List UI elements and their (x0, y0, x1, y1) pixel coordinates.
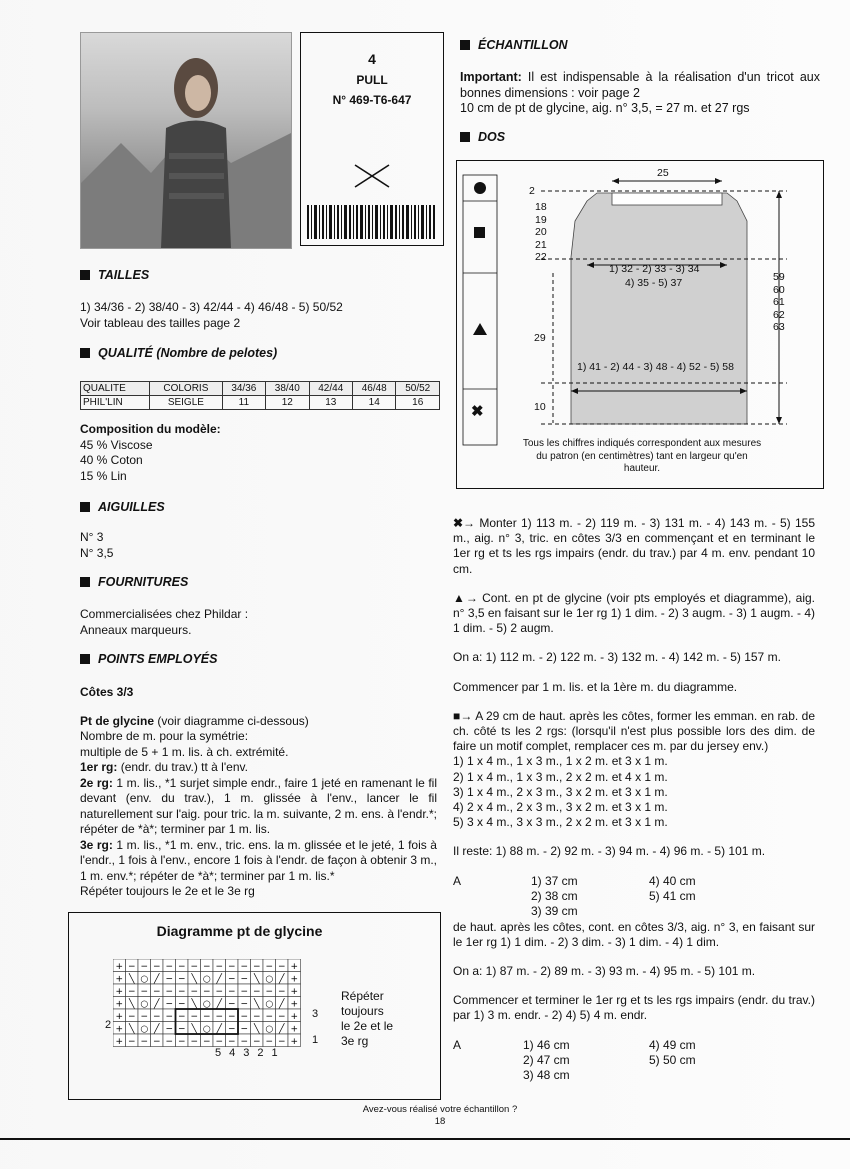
diagram-stitch-symbol: − (177, 961, 186, 972)
diagram-stitch-symbol: ╱ (216, 999, 222, 1010)
diagram-stitch-symbol: − (277, 961, 286, 972)
instruction-emman: ■→ A 29 cm de haut. après les côtes, former les emman. en rab. de ch. côté ts les 2 rgs: (lorsqu'il n'est plus possible lors des dim. de faire un motif complet, remplacer ces m. par du jersey env.) (453, 708, 816, 754)
square-bullet-icon (460, 40, 470, 50)
shoulder-label: 2 (529, 185, 535, 197)
diagram-stitch-symbol: + (115, 986, 124, 997)
diagram-stitch-symbol: ╲ (254, 999, 260, 1010)
composition-section (80, 422, 440, 484)
diagram-stitch-symbol: − (240, 986, 249, 997)
square-symbol-icon (474, 227, 485, 238)
body-height-label: 29 (534, 332, 546, 344)
diagram-stitch-symbol: − (177, 1011, 186, 1022)
diagram-stitch-symbol: − (190, 986, 199, 997)
diagram-stitch-symbol: − (190, 961, 199, 972)
barcode-icon (307, 205, 437, 239)
diagram-stitch-symbol: − (152, 961, 161, 972)
diagram-stitch-symbol: − (215, 961, 224, 972)
diagram-stitch-symbol: − (252, 1036, 261, 1047)
sizes-list: 1) 34/36 - 2) 38/40 - 3) 42/44 - 4) 46/48 - 5) 50/52 (80, 300, 343, 314)
fournitures-heading: FOURNITURES (80, 575, 188, 589)
instruction-on-a-2: On a: 1) 87 m. - 2) 89 m. - 3) 93 m. - 4) 95 m. - 5) 101 m. (453, 964, 756, 979)
glycine-line: multiple de 5 + 1 m. lis. à ch. extrémité. (80, 744, 289, 759)
repeat-line: Répéter toujours le 2e et le 3e rg (80, 884, 255, 898)
diagram-stitch-symbol: + (290, 961, 299, 972)
diagram-stitch-symbol: − (202, 1011, 211, 1022)
square-bullet-icon (80, 348, 90, 358)
diagram-col-labels: 5 4 3 2 1 (215, 1047, 278, 1059)
diagram-stitch-symbol: − (127, 1036, 136, 1047)
diagram-row-label-3: 3 (312, 1008, 319, 1020)
diagram-stitch-symbol: − (227, 986, 236, 997)
diagram-stitch-symbol: ○ (140, 999, 149, 1010)
instruction-cotes: de haut. après les côtes, cont. en côtes 3/3, aig. n° 3, en faisant sur le 1er rg 1) 1 dim. - 2) 3 dim. - 3) 1 dim. - 4) 1 dim. (453, 919, 815, 949)
instruction-commencer: Commencer par 1 m. lis. et la 1ère m. du diagramme. (453, 679, 738, 694)
diagram-stitch-symbol: − (140, 986, 149, 997)
card-type: PULL (356, 73, 388, 87)
composition-item: 45 % Viscose (80, 437, 153, 452)
height-table-a1: A 1) 37 cm 2) 38 cm 3) 39 cm 4) 40 cm 5) 41 cm (453, 873, 696, 919)
points-heading: POINTS EMPLOYÉS (80, 652, 217, 666)
diagram-stitch-symbol: + (290, 1011, 299, 1022)
cotes-title: Côtes 3/3 (80, 685, 134, 699)
circle-symbol-icon (474, 182, 486, 194)
diagram-stitch-symbol: − (265, 961, 274, 972)
table-cell: 12 (266, 396, 309, 410)
diagram-stitch-symbol: ╱ (216, 974, 222, 985)
diagram-stitch-symbol: ╱ (279, 999, 285, 1010)
diagram-stitch-symbol: − (177, 1036, 186, 1047)
yarn-table-header (81, 382, 440, 396)
diagram-stitch-symbol: − (240, 1011, 249, 1022)
diagram-stitch-symbol: − (152, 1036, 161, 1047)
diagram-stitch-symbol: − (277, 1036, 286, 1047)
table-cell: 34/36 (222, 382, 265, 396)
dim-line: 4) 2 x 4 m., 2 x 3 m., 3 x 2 m. et 3 x 1 m. (453, 800, 668, 815)
model-photo (80, 32, 292, 249)
diagram-stitch-symbol: + (115, 961, 124, 972)
tailles-heading: TAILLES (80, 268, 149, 282)
rg3-line: 3e rg: 1 m. lis., *1 m. env., tric. ens. la m. glissée et le jeté, 1 fois à l'endr., 1 fois à l'env., encore 1 fois à l'endr. de façon à obtenir 3 m., 1 m. env.*; répéter de *à*; terminer par 1 m. lis.* (80, 837, 437, 883)
diagram-stitch-symbol: − (165, 999, 174, 1010)
diagram-stitch-symbol: − (215, 1011, 224, 1022)
footer-question: Avez-vous réalisé votre échantillon ? (362, 1104, 518, 1115)
card-ref: N° 469-T6-647 (332, 93, 412, 107)
diagram-stitch-symbol: − (227, 999, 236, 1010)
diagram-stitch-symbol: + (290, 999, 299, 1010)
diagram-stitch-symbol: ╲ (129, 1024, 135, 1035)
diagram-stitch-symbol: ○ (202, 1024, 211, 1035)
table-cell: 46/48 (353, 382, 396, 396)
diagram-stitch-symbol: ╲ (191, 999, 197, 1010)
table-cell: 38/40 (266, 382, 309, 396)
diagram-stitch-symbol: − (165, 1011, 174, 1022)
diagram-stitch-symbol: + (115, 1011, 124, 1022)
diagram-stitch-symbol: ○ (140, 974, 149, 985)
aiguilles-heading: AIGUILLES (80, 500, 165, 514)
diagram-stitch-symbol: − (277, 1011, 286, 1022)
dim-line: 5) 3 x 4 m., 3 x 3 m., 2 x 2 m. et 3 x 1 m. (453, 815, 668, 830)
echantillon-section (460, 70, 820, 117)
diagram-box (68, 912, 441, 1100)
diagram-stitch-symbol: + (115, 974, 124, 985)
diagram-stitch-symbol: − (265, 1036, 274, 1047)
diagram-stitch-symbol: − (227, 974, 236, 985)
rg1-line: 1er rg: (endr. du trav.) tt à l'env. (80, 760, 248, 774)
diagram-stitch-symbol: − (140, 1011, 149, 1022)
diagram-stitch-symbol: ╱ (216, 1024, 222, 1035)
diagram-stitch-symbol: + (115, 999, 124, 1010)
aiguilles-section (80, 530, 113, 561)
diagram-stitch-symbol: + (115, 1024, 124, 1035)
card-number: 4 (368, 51, 376, 67)
table-cell: SEIGLE (150, 396, 222, 410)
diagram-row-label-1: 1 (312, 1034, 319, 1046)
diagram-stitch-symbol: − (215, 986, 224, 997)
dos-instructions (453, 516, 815, 1084)
diagram-stitch-symbol: − (202, 986, 211, 997)
diagram-stitch-symbol: − (165, 1024, 174, 1035)
table-cell: 14 (353, 396, 396, 410)
diagram-stitch-symbol: ╲ (191, 1024, 197, 1035)
diagram-stitch-symbol: − (127, 961, 136, 972)
table-cell: 16 (396, 396, 440, 410)
diagram-stitch-symbol: − (177, 999, 186, 1010)
instruction-reste: Il reste: 1) 88 m. - 2) 92 m. - 3) 94 m. - 4) 96 m. - 5) 101 m. (453, 844, 766, 859)
table-cell: 42/44 (309, 382, 352, 396)
diagram-stitch-symbol: ○ (265, 999, 274, 1010)
dim-line: 3) 1 x 4 m., 2 x 3 m., 3 x 2 m. et 3 x 1 m. (453, 784, 668, 799)
glycine-title: Pt de glycine (80, 713, 155, 728)
diagram-stitch-symbol: − (240, 961, 249, 972)
dos-heading: DOS (460, 130, 505, 144)
needle-item: N° 3,5 (80, 545, 114, 560)
rg2-line: 2e rg: 1 m. lis., *1 surjet simple endr., faire 1 jeté en ramenant le fil devant (env. du trav.), 1 m. glissée à l'env., lancer le fil naturellement sur l'aig. pour tric. la m. suivante, 2 m. ens. à l'endr.*; répéter de *à*; terminer par 1 m. lis. (80, 775, 437, 836)
composition-item: 40 % Coton (80, 453, 143, 467)
diagram-stitch-symbol: − (240, 1024, 249, 1035)
square-bullet-icon (80, 502, 90, 512)
diagram-stitch-symbol: − (265, 986, 274, 997)
body-widths-label: 1) 41 - 2) 44 - 3) 48 - 4) 52 - 5) 58 (577, 361, 734, 373)
diagram-stitch-symbol: − (177, 986, 186, 997)
schema-caption: Tous les chiffres indiqués correspondent aux mesures du patron (en centimètres) tant en largeur qu'en hauteur. (522, 438, 762, 474)
diagram-stitch-symbol: − (165, 1036, 174, 1047)
diagram-stitch-symbol: ╲ (191, 974, 197, 985)
gauge-text: 10 cm de pt de glycine, aig. n° 3,5, = 27 m. et 27 rgs (460, 101, 750, 115)
supply-item: Anneaux marqueurs. (80, 622, 192, 637)
pattern-card (300, 32, 444, 246)
composition-title: Composition du modèle: (80, 422, 221, 436)
armhole-widths-1: 1) 32 - 2) 33 - 3) 34 (609, 263, 700, 275)
needle-item: N° 3 (80, 530, 104, 544)
diagram-stitch-symbol: − (252, 1011, 261, 1022)
diagram-stitch-symbol: + (290, 986, 299, 997)
diagram-stitch-symbol: − (190, 1036, 199, 1047)
crossed-needles-icon (353, 163, 391, 189)
points-section (80, 685, 437, 900)
diagram-stitch-symbol: − (177, 974, 186, 985)
diagram-stitch-symbol: ○ (265, 974, 274, 985)
diagram-stitch-symbol: − (202, 961, 211, 972)
diagram-stitch-symbol: − (165, 974, 174, 985)
diagram-stitch-symbol: − (152, 986, 161, 997)
top-width-label: 25 (657, 167, 669, 179)
dos-schema (456, 160, 824, 489)
yarn-table-row (81, 396, 440, 410)
square-bullet-icon (80, 577, 90, 587)
diagram-stitch-symbol: − (165, 961, 174, 972)
echantillon-heading: ÉCHANTILLON (460, 38, 568, 52)
instruction-glycine: ▲→ Cont. en pt de glycine (voir pts employés et diagramme), aig. n° 3,5 en faisant sur le 1er rg 1) 1 dim. - 2) 3 augm. - 3) 1 augm. - 4) 1 dim. - 5) 2 augm. (453, 590, 815, 636)
diagram-stitch-symbol: − (215, 1036, 224, 1047)
footer (330, 1104, 550, 1128)
diagram-stitch-symbol: − (227, 1011, 236, 1022)
photo-illustration (81, 33, 291, 248)
diagram-stitch-symbol: ○ (202, 999, 211, 1010)
glycine-line: Nombre de m. pour la symétrie: (80, 729, 249, 743)
square-bullet-icon (80, 654, 90, 664)
page-bottom-rule (0, 1138, 850, 1140)
diagram-stitch-symbol: − (190, 1011, 199, 1022)
height-table-a2: A 1) 46 cm 2) 47 cm 3) 48 cm 4) 49 cm 5) 50 cm (453, 1037, 696, 1083)
diagram-stitch-symbol: ╱ (279, 974, 285, 985)
diagram-stitch-symbol: ╲ (129, 974, 135, 985)
diagram-stitch-symbol: − (227, 1036, 236, 1047)
diagram-stitch-symbol: − (227, 961, 236, 972)
diagram-stitch-symbol: + (290, 974, 299, 985)
diagram-stitch-symbol: + (290, 1036, 299, 1047)
diagram-stitch-symbol: ╲ (129, 999, 135, 1010)
sizes-note: Voir tableau des tailles page 2 (80, 315, 241, 330)
diagram-stitch-symbol: ○ (202, 974, 211, 985)
table-cell: PHIL'LIN (81, 396, 150, 410)
diagram-repeat-note: Répéter toujours le 2e et le 3e rg (341, 989, 394, 1048)
tailles-section (80, 300, 440, 331)
table-cell: 13 (309, 396, 352, 410)
table-cell: COLORIS (150, 382, 222, 396)
fournitures-section (80, 607, 248, 638)
diagram-stitch-symbol: ○ (265, 1024, 274, 1035)
table-cell: 11 (222, 396, 265, 410)
yarn-table (80, 381, 440, 410)
diagram-stitch-symbol: − (140, 961, 149, 972)
diagram-stitch-symbol: − (227, 1024, 236, 1035)
diagram-stitch-symbol: − (140, 1036, 149, 1047)
triangle-symbol-icon (473, 323, 487, 335)
diagram-stitch-symbol: ╱ (154, 999, 160, 1010)
diagram-stitch-symbol: ╱ (154, 974, 160, 985)
square-bullet-icon (80, 270, 90, 280)
instruction-on-a: On a: 1) 112 m. - 2) 122 m. - 3) 132 m. - 4) 142 m. - 5) 157 m. (453, 650, 781, 665)
diagram-stitch-symbol: ╲ (254, 1024, 260, 1035)
diagram-row-label-2: 2 (105, 1019, 112, 1031)
diagram-stitch-symbol: − (127, 1011, 136, 1022)
glycine-title-line (80, 714, 437, 730)
diagram-stitch-symbol: + (115, 1036, 124, 1047)
square-bullet-icon (460, 132, 470, 142)
diagram-stitch-symbol: ╱ (154, 1024, 160, 1035)
stitch-diagram-grid (113, 959, 313, 1051)
cross-symbol-icon: ✖ (471, 403, 484, 420)
page-number: 18 (434, 1116, 446, 1127)
rib-height-label: 10 (534, 401, 546, 413)
diagram-stitch-symbol: − (240, 999, 249, 1010)
diagram-stitch-symbol: − (240, 1036, 249, 1047)
diagram-stitch-symbol: ╱ (279, 1024, 285, 1035)
qualite-heading: QUALITÉ (Nombre de pelotes) (80, 346, 277, 360)
left-nums: 18 19 20 21 22 (535, 201, 547, 263)
supply-item: Commercialisées chez Phildar : (80, 607, 249, 621)
instruction-terminer: Commencer et terminer le 1er rg et ts les rgs impairs (endr. du trav.) par 1) 3 m. endr. - 2) 4) 5) 4 m. endr. (453, 993, 815, 1023)
diagram-stitch-symbol: + (290, 1024, 299, 1035)
glycine-note: (voir diagramme ci-dessous) (154, 713, 309, 728)
diagram-stitch-symbol: − (252, 986, 261, 997)
diagram-stitch-symbol: − (127, 986, 136, 997)
diagram-stitch-symbol: − (177, 1024, 186, 1035)
important-text: Important: Il est indispensable à la réalisation d'un tricot aux bonnes dimensions : voir page 2 (460, 70, 820, 100)
diagram-title: Diagramme pt de glycine (156, 923, 323, 939)
diagram-stitch-symbol: − (202, 1036, 211, 1047)
diagram-stitch-symbol: ○ (140, 1024, 149, 1035)
diagram-stitch-symbol: − (152, 1011, 161, 1022)
dim-line: 1) 1 x 4 m., 1 x 3 m., 1 x 2 m. et 3 x 1 m. (453, 754, 668, 769)
dim-line: 2) 1 x 4 m., 1 x 3 m., 2 x 2 m. et 4 x 1 m. (453, 769, 668, 784)
diagram-stitch-symbol: − (252, 961, 261, 972)
table-cell: QUALITE (81, 382, 150, 396)
instruction-montage: ✖→ Monter 1) 113 m. - 2) 119 m. - 3) 131 m. - 4) 143 m. - 5) 155 m., aig. n° 3, tric. en côtes 3/3 en commençant et en terminant le 1er rg et ts les rgs impairs (endr. du trav.) par 4 m. env. pendant 10 cm. (453, 516, 815, 576)
composition-item: 15 % Lin (80, 468, 127, 483)
diagram-stitch-symbol: ╲ (254, 974, 260, 985)
armhole-widths-2: 4) 35 - 5) 37 (625, 277, 683, 289)
diagram-stitch-symbol: − (240, 974, 249, 985)
diagram-stitch-symbol: − (165, 986, 174, 997)
diagram-stitch-symbol: − (265, 1011, 274, 1022)
right-nums: 59 60 61 62 63 (773, 271, 785, 333)
table-cell: 50/52 (396, 382, 440, 396)
diagram-stitch-symbol: − (277, 986, 286, 997)
